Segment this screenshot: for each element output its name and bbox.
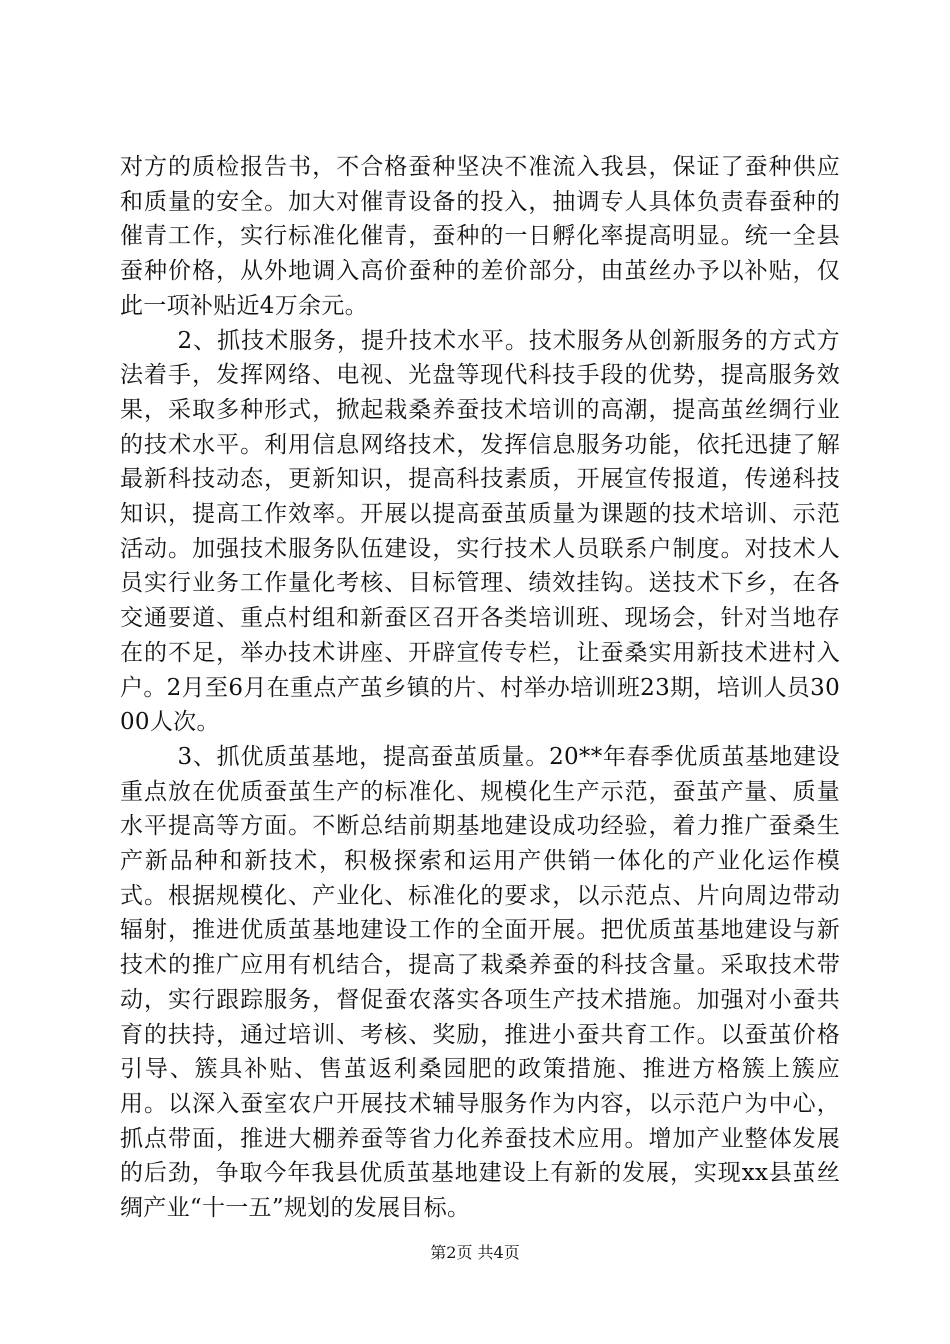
paragraph-continuation: 对方的质检报告书，不合格蚕种坚决不准流入我县，保证了蚕种供应和质量的安全。加大对催青设备的投入，抽调专人具体负责春蚕种的催青工作，实行标准化催青，蚕种的一日孵化率提高明显。统一全县蚕种价格，从外地调入高价蚕种的差价部分，由茧丝办予以补贴，仅此一项补贴近4万余元。 <box>120 154 840 319</box>
page-footer: 第2页 共4页 <box>430 1243 520 1262</box>
paragraph-quality-cocoon-base: 3、抓优质茧基地，提高蚕茧质量。20**年春季优质茧基地建设重点放在优质蚕茧生产的标准化、规模化生产示范，蚕茧产量、质量水平提高等方面。不断总结前期基地建设成功经验，着力推广蚕桑生产新品种和新技术，积极探索和运用产供销一体化的产业化运作模式。根据规模化、产业化、标准化的要求，以示范点、片向周边带动辐射，推进优质茧基地建设工作的全面开展。把优质茧基地建设与新技术的推广应用有机结合，提高了栽桑养蚕的科技含量。采取技术带动，实行跟踪服务，督促蚕农落实各项生产技术措施。加强对小蚕共育的扶持，通过培训、考核、奖励，推进小蚕共育工作。以蚕茧价格引导、簇具补贴、售茧返利桑园肥的政策措施、推进方格簇上簇应用。以深入蚕室农户开展技术辅导服务作为内容，以示范户为中心，抓点带面，推进大棚养蚕等省力化养蚕技术应用。增加产业整体发展的后劲，争取今年我县优质茧基地建设上有新的发展，实现xx县茧丝绸产业“十一五”规划的发展目标。 <box>120 743 840 1222</box>
document-body <box>120 150 840 1226</box>
paragraph-technical-service: 2、抓技术服务，提升技术水平。技术服务从创新服务的方式方法着手，发挥网络、电视、光盘等现代科技手段的优势，提高服务效果，采取多种形式，掀起栽桑养蚕技术培训的高潮，提高茧丝绸行业的技术水平。利用信息网络技术，发挥信息服务功能，依托迅捷了解最新科技动态，更新知识，提高科技素质，开展宣传报道，传递科技知识，提高工作效率。开展以提高蚕茧质量为课题的技术培训、示范活动。加强技术服务队伍建设，实行技术人员联系户制度。对技术人员实行业务工作量化考核、目标管理、绩效挂钩。送技术下乡，在各交通要道、重点村组和新蚕区召开各类培训班、现场会，针对当地存在的不足，举办技术讲座、开辟宣传专栏，让蚕桑实用新技术进村入户。2月至6月在重点产茧乡镇的片、村举办培训班23期，培训人员3000人次。 <box>120 327 840 736</box>
